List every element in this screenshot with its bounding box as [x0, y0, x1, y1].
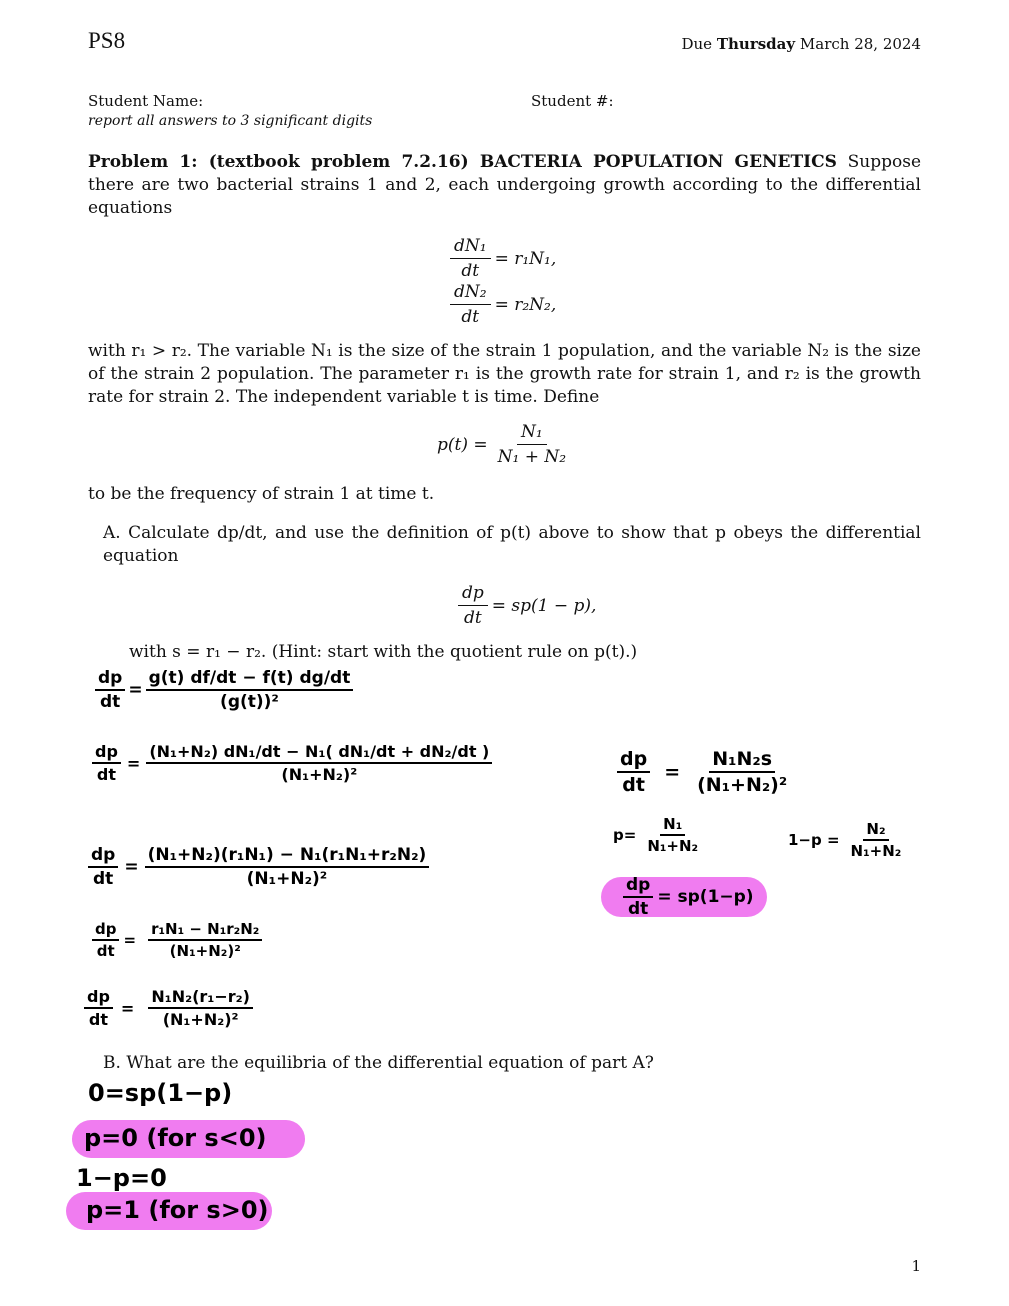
student-number-label: Student #:: [531, 92, 614, 110]
equation-logistic: $\frac{dp}{dt}$ = sp(1 − p),: [458, 583, 596, 628]
page-number: 1: [911, 1257, 921, 1275]
handwritten-step1: $\frac{dp}{dt}$ = $\frac{g(t) df/dt - f(t) dg/dt}{\text{(g(t))²}}$: [95, 668, 353, 712]
frequency-text: to be the frequency of strain 1 at time t.: [88, 484, 435, 504]
part-a: A. Calculate dp/dt, and use the definition of p(t) above to show that p obeys the differential equation: [103, 523, 921, 566]
due-date: Due Thursday March 28, 2024: [681, 35, 921, 53]
page-title: PS8: [88, 28, 126, 53]
equation-dn1: $\frac{\text{dN₁}}{dt}$ = r₁N₁,: [450, 236, 556, 281]
problem-heading: Problem 1: (textbook problem 7.2.16) BACTERIA POPULATION GENETICS: [88, 152, 837, 172]
handwritten-one-minus-p: 1−p = $\frac{\text{N₂}}{\text{N₁+N₂}}$: [788, 820, 902, 860]
handwritten-step3: $\frac{dp}{dt}$ = $\frac{\text{(N₁+N₂)(r₁N₁) − N₁(r₁N₁+r₂N₂)}}{\text{(N₁+N₂)²}}$: [88, 845, 429, 889]
handwritten-step2: $\frac{dp}{dt}$ = $\frac{\text{(N₁+N₂) dN₁/dt − N₁( dN₁/dt + dN₂/dt )}}{\text{(N₁+N₂)²}}$: [92, 742, 492, 784]
significant-digits-note: report all answers to 3 significant digits: [88, 113, 373, 129]
handwritten-b-line4-highlight: p=1 (for s>0): [66, 1192, 272, 1230]
handwritten-result-highlight: $\frac{dp}{dt}$ = sp(1−p): [601, 877, 767, 917]
equation-dn2: $\frac{\text{dN₂}}{dt}$ = r₂N₂,: [450, 282, 556, 327]
handwritten-b-line1: 0=sp(1−p): [88, 1079, 233, 1107]
problem-intro: Problem 1: (textbook problem 7.2.16) BACTERIA POPULATION GENETICS Suppose there are two bacterial strains 1 and 2, each undergoing growth according to the differential equations: [88, 152, 922, 218]
variable-definitions: with r₁ > r₂. The variable N₁ is the size of the strain 1 population, and the variable N₂ is the size of the strain 2 population. The parameter r₁ is the growth rate for strain 1, and r₂ is the growth rate for strain 2. The independent variable t is time. Define: [88, 341, 921, 407]
handwritten-step4: $\frac{dp}{dt}$ = $\frac{\text{r₁N₁ − N₁r₂N₂}}{\text{(N₁+N₂)²}}$: [92, 920, 262, 960]
handwritten-right-step1: $\frac{dp}{dt}$ = $\frac{\text{N₁N₂s}}{\text{(N₁+N₂)²}}$: [617, 748, 790, 796]
part-b: B. What are the equilibria of the differential equation of part A?: [103, 1053, 654, 1073]
student-name-label: Student Name:: [88, 92, 204, 110]
handwritten-b-line3: 1−p=0: [76, 1164, 167, 1192]
handwritten-b-line2-highlight: p=0 (for s<0): [72, 1120, 305, 1158]
handwritten-step5: $\frac{dp}{dt}$ = $\frac{\text{N₁N₂(r₁−r₂)}}{\text{(N₁+N₂)²}}$: [84, 987, 253, 1029]
part-a-hint: with s = r₁ − r₂. (Hint: start with the quotient rule on p(t).): [129, 642, 638, 662]
handwritten-p-definition: p= $\frac{\text{N₁}}{\text{N₁+N₂}}$: [613, 815, 699, 855]
equation-p-definition: p(t) = $\frac{\text{N₁}}{\text{N₁ + N₂}}$: [437, 422, 567, 467]
